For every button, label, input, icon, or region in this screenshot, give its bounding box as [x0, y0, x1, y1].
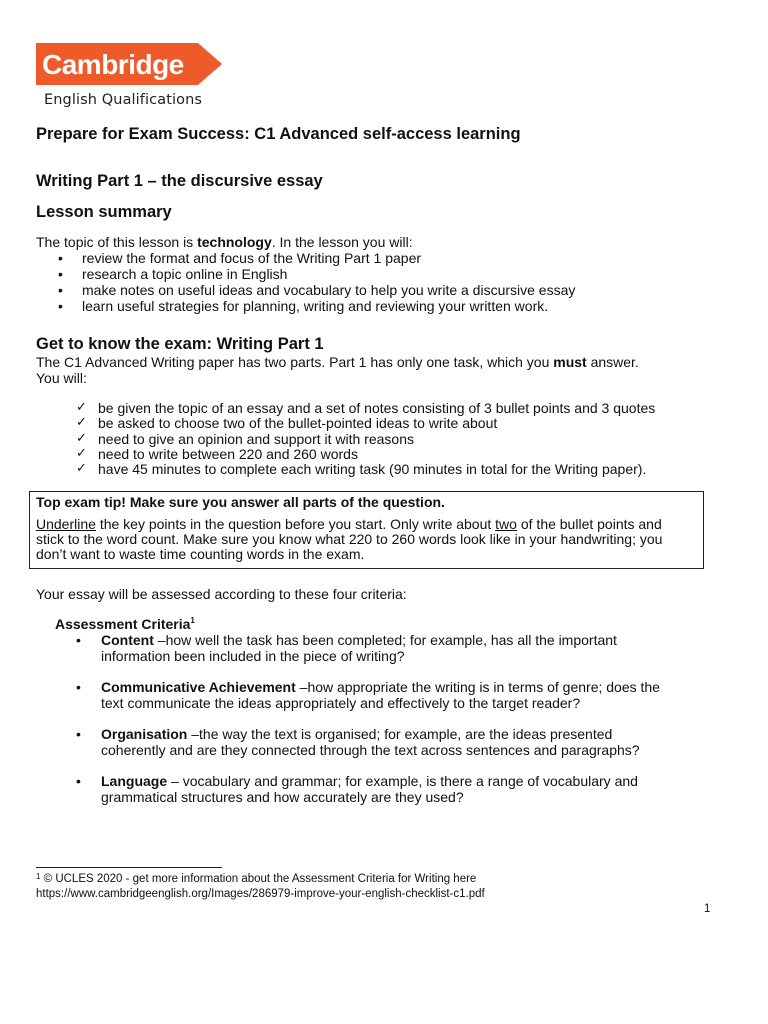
exam-paragraph: The C1 Advanced Writing paper has two parts. Part 1 has only one task, which you must answer.: [36, 354, 639, 370]
criteria-item: • Organisation –the way the text is organised; for example, are the ideas presented coherently and are they connected through the text across sentences and paragraphs?: [76, 726, 640, 758]
exam-tip-line: Underline the key points in the question before you start. Only write about two of the bullet points and: [36, 516, 662, 532]
bullet-dot: •: [76, 726, 81, 742]
exam-tip-title: Top exam tip! Make sure you answer all parts of the question.: [36, 494, 445, 510]
bullet-dot: •: [76, 632, 81, 648]
bullet-dot: •: [76, 679, 81, 695]
checkmark-icon: ✓: [76, 415, 87, 430]
criteria-item: • Communicative Achievement –how appropriate the writing is in terms of genre; does the text communicate the ideas appropriately and effectively to the target reader?: [76, 679, 660, 711]
intro-topic: technology: [197, 234, 272, 250]
criteria-item: • Language – vocabulary and grammar; for example, is there a range of vocabulary and grammatical structures and how accurately are they used?: [76, 773, 638, 805]
exam-heading: Get to know the exam: Writing Part 1: [36, 335, 324, 353]
footnote-ref: 1: [190, 616, 195, 625]
bullet-dot: •: [58, 282, 63, 298]
criteria-item: • Content –how well the task has been completed; for example, has all the important information been included in the piece of writing?: [76, 632, 617, 664]
assessment-heading: Assessment Criteria$^1$: [55, 616, 195, 632]
footnote-url[interactable]: https://www.cambridgeenglish.org/Images/286979-improve-your-english-checklist-c1.pdf: [36, 888, 485, 900]
bullet-dot: •: [58, 250, 63, 266]
checkmark-icon: ✓: [76, 431, 87, 446]
two-word: two: [495, 516, 517, 532]
criteria-name: Communicative Achievement: [101, 679, 296, 695]
logo-wordmark: Cambridge: [42, 49, 184, 80]
intro-pre: The topic of this lesson is: [36, 234, 198, 250]
underline-word: Underline: [36, 516, 96, 532]
exam-you-will: You will:: [36, 370, 87, 386]
checkmark-icon: ✓: [76, 446, 87, 461]
logo-subtitle: English Qualifications: [44, 92, 203, 108]
page-number: 1: [704, 903, 711, 915]
footnote-text: $^1$ © UCLES 2020 - get more information about the Assessment Criteria for Writing here: [36, 872, 477, 885]
exam-tip-line: stick to the word count. Make sure you know what 220 to 260 words look like in your handwriting; you: [36, 531, 663, 547]
part-heading: Writing Part 1 – the discursive essay: [36, 172, 323, 190]
criteria-name: Language: [101, 773, 168, 789]
lesson-summary-heading: Lesson summary: [36, 203, 172, 221]
assessment-intro: Your essay will be assessed according to these four criteria:: [36, 586, 407, 602]
bullet-dot: •: [58, 298, 63, 314]
must-emphasis: must: [553, 354, 587, 370]
logo-badge-shape: [36, 43, 222, 85]
criteria-name: Organisation: [101, 726, 188, 742]
intro-post: . In the lesson you will:: [271, 234, 413, 250]
bullet-dot: •: [76, 773, 81, 789]
document-title: Prepare for Exam Success: C1 Advanced self-access learning: [36, 125, 521, 143]
checkmark-icon: ✓: [76, 461, 87, 476]
footnote-number: 1: [36, 872, 41, 881]
lesson-summary-intro: [36, 234, 413, 250]
criteria-name: Content: [101, 632, 154, 648]
cambridge-logo: [36, 43, 222, 90]
bullet-dot: •: [58, 266, 63, 282]
footnote-divider: [36, 867, 222, 868]
exam-tip-line: don’t want to waste time counting words in the exam.: [36, 546, 365, 562]
checkmark-icon: ✓: [76, 400, 87, 415]
